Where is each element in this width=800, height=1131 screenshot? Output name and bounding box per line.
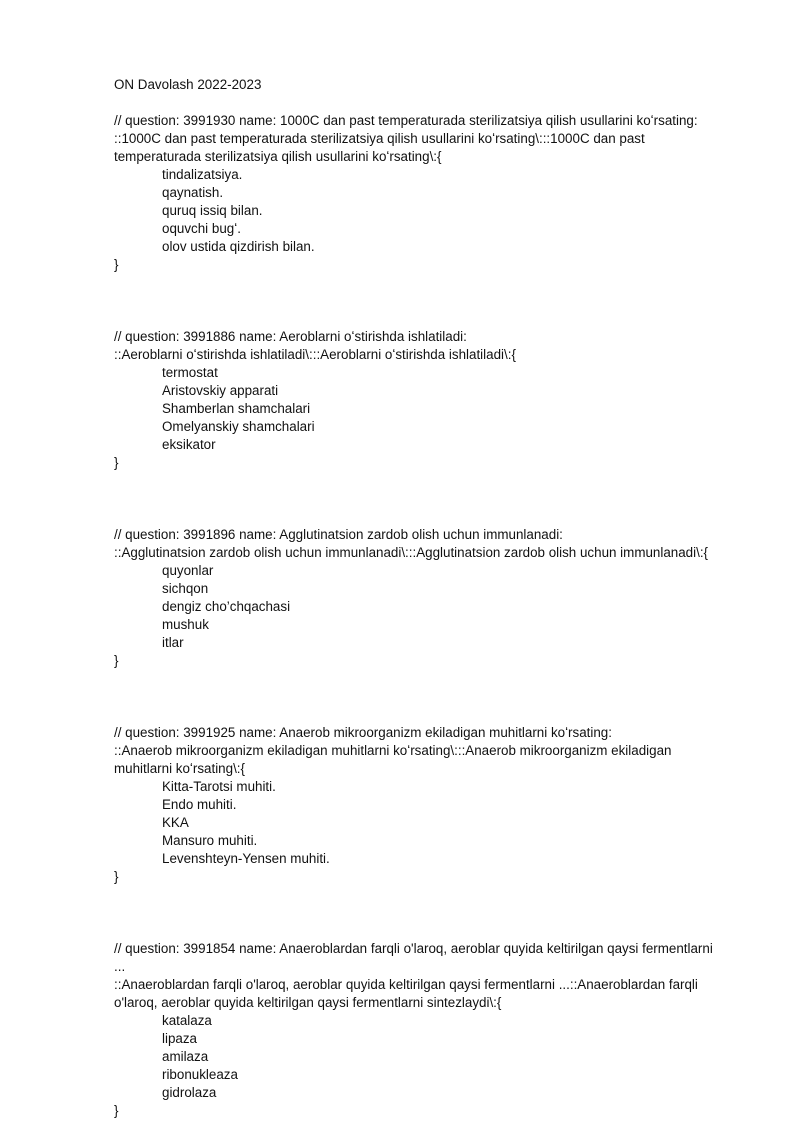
answer-option: Mansuro muhiti. (162, 833, 258, 848)
answer-option: lipaza (162, 1031, 197, 1046)
answer-options (114, 364, 724, 454)
question-block (114, 112, 724, 274)
question-header: // question: 3991896 name: Agglutinatsion zardob olish uchun immunlanadi: (114, 527, 563, 542)
answer-option: mushuk (162, 617, 209, 632)
question-body: ::Aeroblarni oʻstirishda ishlatiladi\:::Aeroblarni oʻstirishda ishlatiladi\:{ (114, 347, 516, 362)
question-block (114, 724, 724, 886)
answer-option: eksikator (162, 437, 216, 452)
answer-option: Shamberlan shamchalari (162, 401, 311, 416)
closing-brace: } (114, 257, 119, 272)
question-header: // question: 3991886 name: Aeroblarni oʻstirishda ishlatiladi: (114, 329, 467, 344)
question-block (114, 940, 724, 1120)
question-header: // question: 3991925 name: Anaerob mikroorganizm ekiladigan muhitlarni koʻrsating: (114, 725, 612, 740)
answer-option: olov ustida qizdirish bilan. (162, 239, 315, 254)
answer-options (114, 562, 724, 652)
document-title: ON Davolash 2022-2023 (114, 77, 262, 92)
answer-option: Kitta-Tarotsi muhiti. (162, 779, 276, 794)
question-header: // question: 3991854 name: Anaeroblardan farqli o'laroq, aeroblar quyida keltirilgan qaysi fermentlarni ... (114, 941, 713, 974)
answer-option: tindalizatsiya. (162, 167, 243, 182)
closing-brace: } (114, 869, 119, 884)
document-page (114, 76, 724, 1120)
answer-option: itlar (162, 635, 184, 650)
answer-option: sichqon (162, 581, 209, 596)
answer-option: termostat (162, 365, 218, 380)
answer-option: katalaza (162, 1013, 212, 1028)
answer-options (114, 1012, 724, 1102)
question-body: ::Anaeroblardan farqli o'laroq, aeroblar quyida keltirilgan qaysi fermentlarni ...::Anaeroblardan farqli o'laroq, aeroblar quyida keltirilgan qaysi fermentlarni sintezlaydi\:{ (114, 977, 698, 1010)
question-body: ::Anaerob mikroorganizm ekiladigan muhitlarni koʻrsating\:::Anaerob mikroorganizm ekiladigan muhitlarni koʻrsating\:{ (114, 743, 672, 776)
closing-brace: } (114, 653, 119, 668)
answer-option: oquvchi bugʻ. (162, 221, 241, 236)
answer-option: KKA (162, 815, 189, 830)
answer-option: amilaza (162, 1049, 209, 1064)
closing-brace: } (114, 1103, 119, 1118)
answer-option: qaynatish. (162, 185, 224, 200)
question-header: // question: 3991930 name: 1000C dan past temperaturada sterilizatsiya qilish usullarini koʻrsating: (114, 113, 698, 128)
closing-brace: } (114, 455, 119, 470)
answer-option: Levenshteyn-Yensen muhiti. (162, 851, 330, 866)
answer-option: Omelyanskiy shamchalari (162, 419, 315, 434)
answer-option: gidrolaza (162, 1085, 217, 1100)
question-body: ::Agglutinatsion zardob olish uchun immunlanadi\:::Agglutinatsion zardob olish uchun immunlanadi\:{ (114, 545, 709, 560)
answer-option: Aristovskiy apparati (162, 383, 279, 398)
answer-options (114, 778, 724, 868)
answer-option: dengiz cho’chqachasi (162, 599, 291, 614)
question-block (114, 328, 724, 472)
answer-option: ribonukleaza (162, 1067, 238, 1082)
answer-option: quruq issiq bilan. (162, 203, 263, 218)
question-body: ::1000C dan past temperaturada sterilizatsiya qilish usullarini koʻrsating\:::1000C dan past temperaturada sterilizatsiya qilish usullarini koʻrsating\:{ (114, 131, 645, 164)
question-block (114, 526, 724, 670)
answer-option: Endo muhiti. (162, 797, 237, 812)
answer-option: quyonlar (162, 563, 214, 578)
answer-options (114, 166, 724, 256)
